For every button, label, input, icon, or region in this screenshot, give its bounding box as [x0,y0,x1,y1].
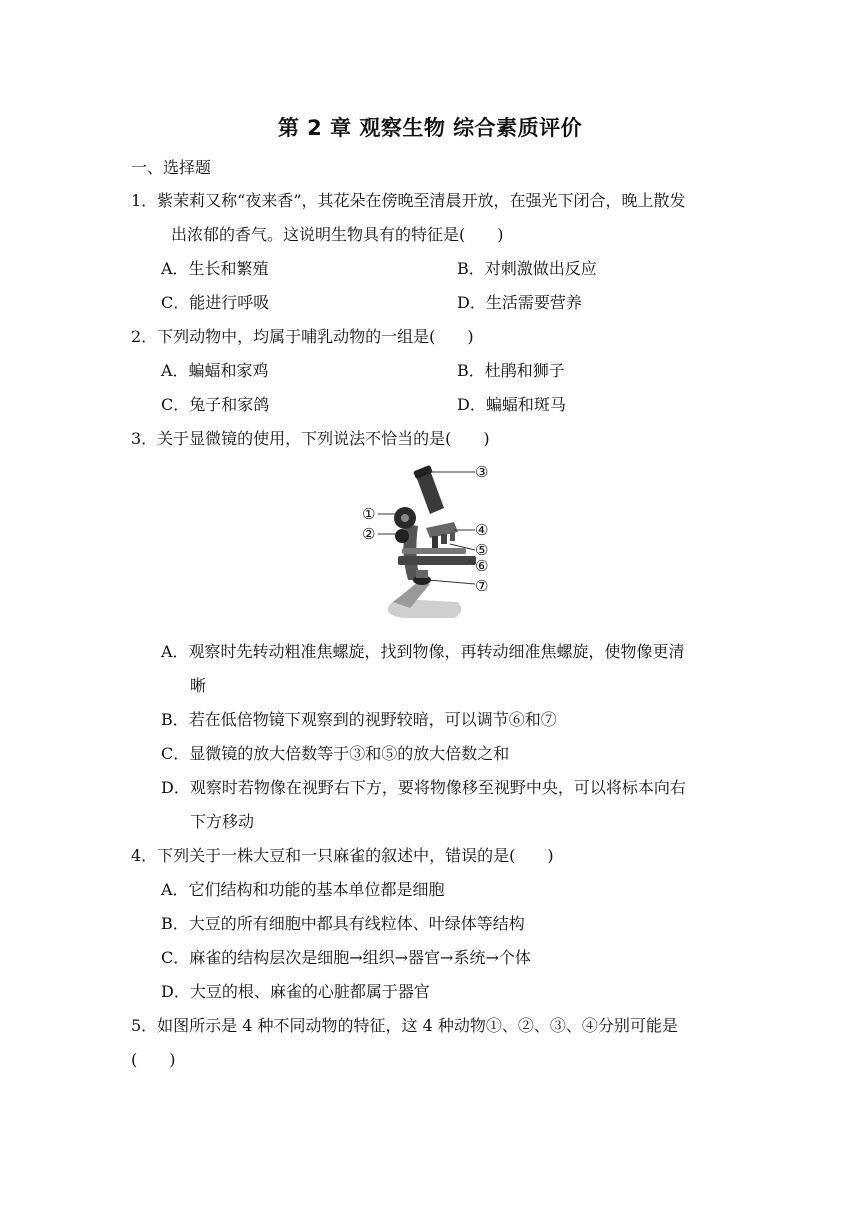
question-1-option-a: A．生长和繁殖 [161,259,269,278]
figure-label-5: ⑤ [475,541,489,559]
question-5-stem: 5．如图所示是 4 种不同动物的特征，这 4 种动物①、②、③、④分别可能是 [131,1016,678,1035]
figure-label-3: ③ [475,463,489,481]
question-4-stem: 4．下列关于一株大豆和一只麻雀的叙述中，错误的是( ) [131,846,554,865]
question-3-option-b: B．若在低倍物镜下观察到的视野较暗，可以调节⑥和⑦ [161,710,557,729]
question-2-option-b: B．杜鹃和狮子 [457,361,565,380]
question-1-option-d: D．生活需要营养 [457,293,582,312]
figure-label-1: ① [362,505,376,523]
question-4-option-c: C．麻雀的结构层次是细胞→组织→器官→系统→个体 [161,948,531,967]
question-3-stem: 3．关于显微镜的使用，下列说法不恰当的是( ) [131,429,490,448]
figure-label-6: ⑥ [475,557,489,575]
page-title: 第 2 章 观察生物 综合素质评价 [277,116,583,140]
question-2-stem: 2．下列动物中，均属于哺乳动物的一组是( ) [131,327,474,346]
question-1-option-c: C．能进行呼吸 [161,293,270,312]
question-3-option-d-line1: D．观察时若物像在视野右下方，要将物像移至视野中央，可以将标本向右 [161,778,686,797]
figure-label-2: ② [362,525,376,543]
question-5-answer-paren: ( ) [131,1050,176,1069]
question-4-option-b: B．大豆的所有细胞中都具有线粒体、叶绿体等结构 [161,914,525,933]
question-2-option-a: A．蝙蝠和家鸡 [161,361,269,380]
question-3-option-a-line2: 晰 [190,676,207,695]
question-1-option-b: B．对刺激做出反应 [457,259,597,278]
question-4-option-d: D．大豆的根、麻雀的心脏都属于器官 [161,982,430,1001]
section-heading: 一、选择题 [131,158,212,177]
question-3-option-d-line2: 下方移动 [190,812,255,831]
question-1-stem-line2: 出浓郁的香气。这说明生物具有的特征是( ) [171,225,504,244]
question-2-option-d: D．蝙蝠和斑马 [457,395,566,414]
question-2-option-c: C．兔子和家鸽 [161,395,270,414]
question-3-option-a-line1: A．观察时先转动粗准焦螺旋，找到物像，再转动细准焦螺旋，使物像更清 [161,642,685,661]
question-3-option-c: C．显微镜的放大倍数等于③和⑤的放大倍数之和 [161,744,510,763]
question-1-stem-line1: 1．紫茉莉又称“夜来香”，其花朵在傍晚至清晨开放，在强光下闭合，晚上散发 [131,191,686,210]
microscope-figure [358,462,498,624]
question-4-option-a: A．它们结构和功能的基本单位都是细胞 [161,880,445,899]
figure-label-7: ⑦ [475,577,489,595]
figure-label-4: ④ [475,521,489,539]
